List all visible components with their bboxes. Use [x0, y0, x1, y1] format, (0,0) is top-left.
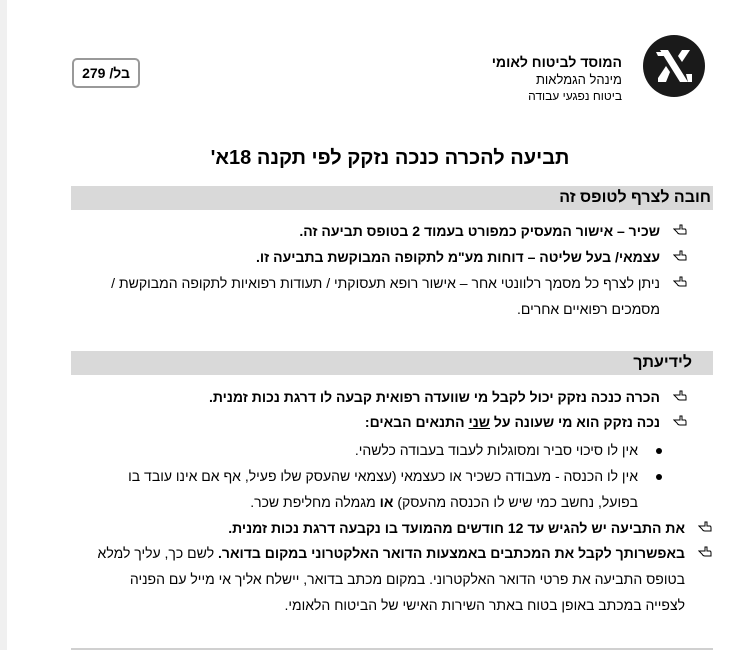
section-heading-required: חובה לצרף לטופס זה — [71, 186, 713, 210]
required-item-self-employed: עצמאי/ בעל שליטה – דוחות מע"מ לתקופה המבוקשת בתביעה זו. — [96, 244, 686, 270]
bullet-dot — [656, 448, 662, 454]
page-left-border — [0, 0, 7, 650]
hand-pointer-icon — [698, 544, 712, 558]
hand-pointer-icon — [698, 519, 712, 533]
department-name: מינהל הגמלאות — [535, 72, 622, 87]
hand-pointer-icon — [673, 413, 687, 427]
condition-bullet-1: אין לו סיכוי סביר ומסוגלות לעבוד בעבודה כלשהי. — [96, 437, 656, 463]
required-item-employee: שכיר – אישור המעסיק כמפורט בעמוד 2 בטופס תביעה זה. — [96, 218, 686, 244]
bullet-dot — [656, 474, 662, 480]
form-number-badge — [72, 58, 140, 88]
hand-pointer-icon — [673, 274, 687, 288]
hand-pointer-icon — [673, 222, 687, 236]
condition-bullet-2: אין לו הכנסה - מעבודה כשכיר או כעצמאי (עצמאי שהעסק שלו פעיל, אף אם אינו עובד בו בפועל, נחשב כמי שיש לו הכנסה מהעסק) או מגמלה מחליפת שכר. — [96, 463, 656, 515]
org-block — [440, 53, 622, 104]
hand-pointer-icon — [673, 248, 687, 262]
section-heading-info: לידיעתך — [71, 351, 713, 375]
required-item-other-docs: ניתן לצרף כל מסמך רלוונטי אחר – אישור רופא תעסוקתי / תעודות רפואיות לתקופה המבוקשת / מסמכים רפואיים אחרים. — [96, 270, 686, 322]
info-item-deadline: את התביעה יש להגיש עד 12 חודשים מהמועד בו נקבעה דרגת נכות זמנית. — [91, 515, 711, 541]
national-insurance-logo — [642, 34, 706, 98]
info-item-email: באפשרותך לקבל את המכתבים באמצעות הדואר האלקטרוני במקום בדואר. לשם כך, עליך למלא בטופס התביעה את פרטי הדואר האלקטרוני. במקום מכתב בדואר, יישלח אליך אי מייל עם הפניה לצפייה במכתב באופן בטוח באתר השירות האישי של הביטוח הלאומי. — [91, 540, 711, 618]
page-title: תביעה להכרה כנכה נזקק לפי תקנה 18א' — [210, 147, 570, 169]
info-item-recognition: הכרה כנכה נזקק יכול לקבל מי שוועדה רפואית קבעה לו דרגת נכות זמנית. — [96, 384, 686, 410]
info-item-definition: נכה נזקק הוא מי שעונה על שני התנאים הבאים: — [96, 409, 686, 435]
org-name: המוסד לביטוח לאומי — [491, 54, 622, 70]
form-number: בל/ 279 — [82, 65, 130, 81]
hand-pointer-icon — [673, 388, 687, 402]
unit-name: ביטוח נפגעי עבודה — [528, 89, 622, 103]
